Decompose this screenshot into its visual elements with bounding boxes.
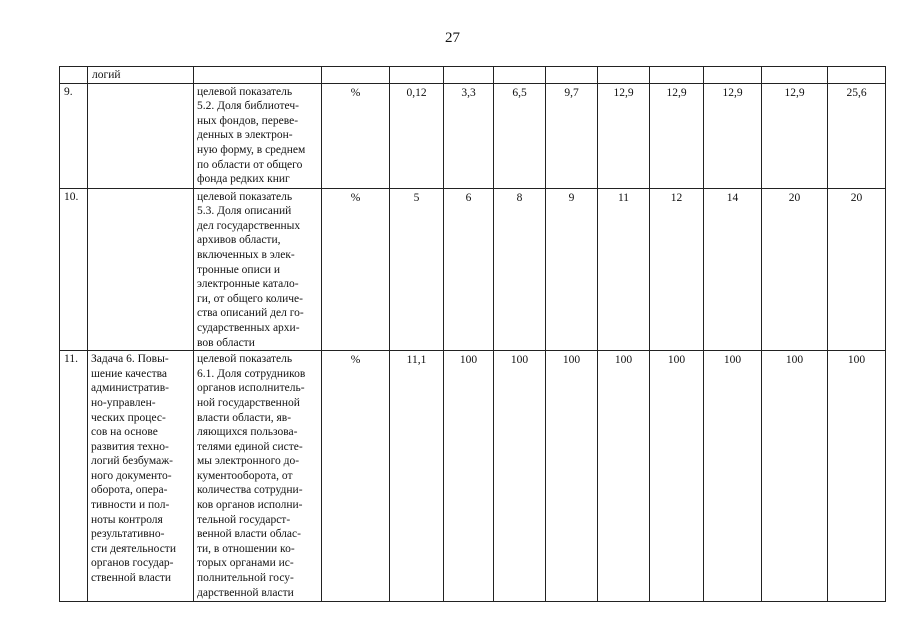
indicator-line: дел государственных: [197, 219, 301, 232]
indicator-line: органов исполнитель-: [197, 382, 305, 395]
indicator-line: дарственной власти: [197, 586, 294, 599]
indicator-line: денных в электрон-: [197, 129, 293, 142]
value-cell: 5: [390, 188, 444, 351]
indicator-line: 5.2. Доля библиотеч-: [197, 100, 299, 113]
continuation-text: логий: [92, 69, 121, 81]
indicator-line: целевой показатель: [197, 353, 293, 366]
cell-empty: [444, 67, 494, 84]
indicator-line: ков органов исполни-: [197, 499, 303, 512]
cell-empty: [762, 67, 828, 84]
cell-num: [60, 67, 88, 84]
task-line: органов государ-: [91, 557, 174, 570]
value-cell: 6,5: [494, 83, 546, 188]
page-number: 27: [445, 30, 460, 46]
indicator-line: власти области, яв-: [197, 411, 292, 424]
task-line: ноты контроля: [91, 513, 163, 526]
task-line: Задача 6. Повы-: [91, 353, 169, 366]
value-cell: 20: [762, 188, 828, 351]
indicator-line: ти, в отношении ко-: [197, 542, 295, 555]
task-line: но-управлен-: [91, 396, 156, 409]
indicator-line: венной власти облас-: [197, 528, 301, 541]
value-cell: 9: [546, 188, 598, 351]
indicator-line: вов области: [197, 336, 255, 349]
task-line: сти деятельности: [91, 542, 176, 555]
unit-cell: %: [322, 188, 390, 351]
value-cell: 9,7: [546, 83, 598, 188]
indicator-line: 6.1. Доля сотрудников: [197, 367, 306, 380]
value-cell: 12,9: [650, 83, 704, 188]
task-line: ного документо-: [91, 469, 172, 482]
indicator-line: включенных в элек-: [197, 248, 295, 261]
value-cell: 12: [650, 188, 704, 351]
cell-empty: [194, 67, 322, 84]
task-line: результативно-: [91, 528, 165, 541]
cell-task-continuation: [88, 67, 194, 84]
value-cell: 100: [598, 351, 650, 602]
value-cell: 12,9: [704, 83, 762, 188]
indicator-line: фонда редких книг: [197, 173, 290, 186]
indicator-line: ства описаний дел го-: [197, 307, 304, 320]
indicator-line: ную форму, в среднем: [197, 143, 306, 156]
value-cell: 25,6: [828, 83, 886, 188]
task-line: сов на основе: [91, 426, 158, 439]
value-cell: 8: [494, 188, 546, 351]
task-line: развития техно-: [91, 440, 169, 453]
value-cell: 100: [494, 351, 546, 602]
task-line: логий безбумаж-: [91, 455, 173, 468]
task-line: ческих процес-: [91, 411, 166, 424]
row-number: 9.: [60, 83, 88, 188]
indicator-cell: [194, 83, 322, 188]
table-row: [60, 188, 886, 351]
indicator-cell: [194, 351, 322, 602]
indicator-line: ги, от общего количе-: [197, 292, 303, 305]
task-cell: [88, 83, 194, 188]
indicator-line: полнительной госу-: [197, 572, 294, 585]
indicator-cell: [194, 188, 322, 351]
cell-empty: [704, 67, 762, 84]
indicator-line: тельной государст-: [197, 513, 291, 526]
task-line: шение качества: [91, 367, 167, 380]
indicator-line: количества сотрудни-: [197, 484, 303, 497]
value-cell: 12,9: [598, 83, 650, 188]
indicator-line: тронные описи и: [197, 263, 281, 276]
indicator-line: 5.3. Доля описаний: [197, 205, 292, 218]
indicator-line: ной государственной: [197, 396, 300, 409]
table-row-continuation: [60, 67, 886, 84]
value-cell: 100: [650, 351, 704, 602]
task-cell: [88, 188, 194, 351]
indicator-line: электронные катало-: [197, 278, 299, 291]
cell-empty: [494, 67, 546, 84]
task-cell: [88, 351, 194, 602]
task-line: административ-: [91, 382, 169, 395]
task-line: оборота, опера-: [91, 484, 168, 497]
unit-cell: %: [322, 83, 390, 188]
value-cell: 6: [444, 188, 494, 351]
cell-empty: [828, 67, 886, 84]
value-cell: 100: [762, 351, 828, 602]
indicator-line: ляющихся пользова-: [197, 426, 298, 439]
indicator-line: целевой показатель: [197, 190, 293, 203]
cell-empty: [546, 67, 598, 84]
value-cell: 14: [704, 188, 762, 351]
cell-empty: [322, 67, 390, 84]
indicators-table: [59, 66, 886, 602]
value-cell: 100: [444, 351, 494, 602]
cell-empty: [390, 67, 444, 84]
indicator-line: ных фондов, переве-: [197, 114, 299, 127]
task-line: тивности и пол-: [91, 499, 170, 512]
value-cell: 11,1: [390, 351, 444, 602]
unit-cell: %: [322, 351, 390, 602]
indicator-line: архивов области,: [197, 234, 281, 247]
indicator-line: кументооборота, от: [197, 469, 293, 482]
value-cell: 3,3: [444, 83, 494, 188]
indicator-line: по области от общего: [197, 158, 303, 171]
task-line: ственной власти: [91, 572, 172, 585]
value-cell: 11: [598, 188, 650, 351]
value-cell: 100: [546, 351, 598, 602]
indicator-line: мы электронного до-: [197, 455, 300, 468]
value-cell: 12,9: [762, 83, 828, 188]
table-row: [60, 83, 886, 188]
value-cell: 100: [828, 351, 886, 602]
indicator-line: торых органами ис-: [197, 557, 294, 570]
indicator-line: сударственных архи-: [197, 321, 300, 334]
value-cell: 0,12: [390, 83, 444, 188]
indicator-line: целевой показатель: [197, 85, 293, 98]
indicator-line: телями единой систе-: [197, 440, 303, 453]
row-number: 10.: [60, 188, 88, 351]
cell-empty: [598, 67, 650, 84]
cell-empty: [650, 67, 704, 84]
table-row: [60, 351, 886, 602]
row-number: 11.: [60, 351, 88, 602]
value-cell: 100: [704, 351, 762, 602]
value-cell: 20: [828, 188, 886, 351]
